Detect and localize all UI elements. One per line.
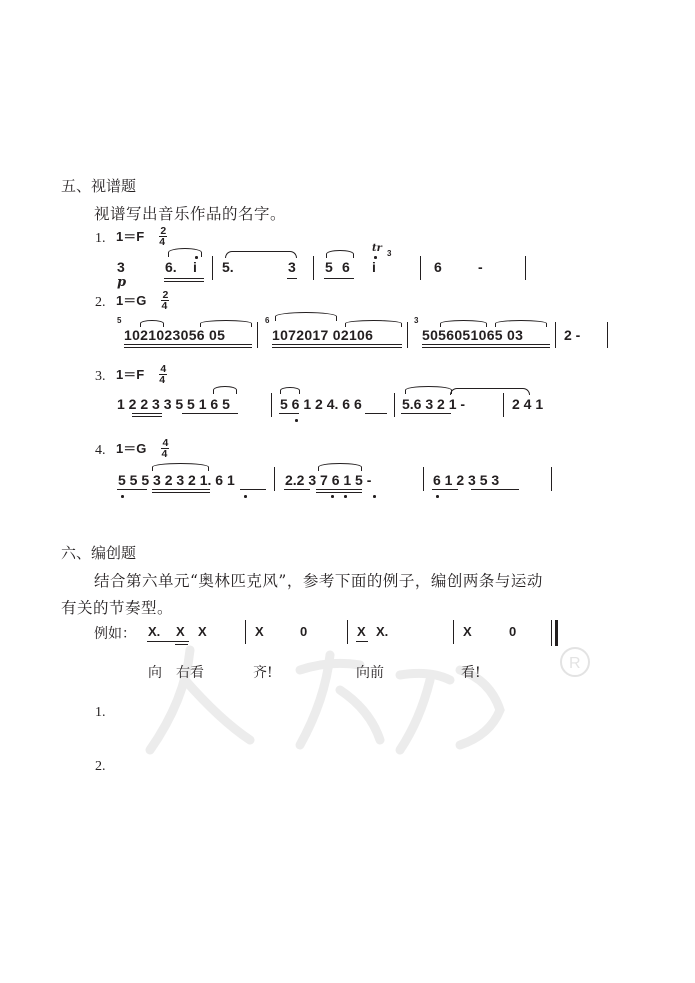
barline [274, 467, 275, 491]
item-4-key: 1＝G [116, 441, 147, 456]
item-1-key: 1＝F [116, 229, 145, 244]
barline [423, 467, 424, 491]
item-1-trill: tr [372, 243, 382, 254]
item-4-measure-1: 5 5 5 3 2 3 2 1. 6 1 [118, 472, 235, 488]
rhythm-underline-3 [356, 641, 368, 642]
item-2-underline [124, 344, 252, 345]
item-2-underline-6 [422, 347, 550, 348]
rhythm-x-dot: X. [148, 624, 161, 639]
item-3-underline-3 [182, 413, 238, 414]
rhythm-rest: 0 [300, 624, 308, 639]
section-5-instruction: 视谱写出音乐作品的名字。 [94, 205, 287, 223]
item-4-slur-2 [318, 463, 362, 471]
item-2-underline-5 [422, 344, 550, 345]
item-1-grace: 3 [387, 249, 392, 258]
item-2-underline-2 [124, 347, 252, 348]
item-4-low-dot-3 [331, 495, 334, 498]
item-3-tie [450, 388, 530, 395]
example-label: 例如： [94, 626, 136, 642]
item-1-high-dot-2 [374, 256, 377, 259]
rhythm-x: X [357, 624, 366, 639]
item-2-key-signature [116, 290, 169, 311]
item-1-note-3: 3 [117, 259, 125, 275]
item-1-underline-3 [287, 278, 297, 279]
item-2-slur-5 [440, 320, 487, 327]
barline [212, 256, 213, 280]
barline [503, 393, 504, 417]
item-1-note-1high: i [193, 259, 197, 275]
item-2-grace-3: 3 [414, 316, 419, 325]
barline [257, 322, 258, 348]
item-1-note-3b: 3 [288, 259, 296, 275]
answer-1-number: 1. [95, 705, 106, 720]
item-1-key-signature [116, 226, 167, 247]
item-3-underline-5 [365, 413, 387, 414]
item-3-underline [132, 413, 162, 414]
section-6-instruction-line-1: 结合第六单元“奥林匹克风”，参考下面的例子，编创两条与运动 [94, 572, 543, 590]
item-4-underline-9 [471, 489, 519, 490]
rhythm-rest: 0 [509, 624, 517, 639]
item-3-underline-6 [401, 413, 451, 414]
item-4-underline-6 [316, 489, 362, 490]
item-1-time-signature: $\frac{2}{4}$ [159, 225, 167, 248]
item-3-slur [213, 386, 237, 394]
lyric-4: 向前 [356, 665, 384, 681]
section-5-heading: 五、视谱题 [61, 177, 137, 195]
item-3-number: 3. [95, 369, 106, 384]
item-2-underline-3 [272, 344, 402, 345]
item-1-slur-2 [326, 250, 354, 258]
answer-2-number: 2. [95, 759, 106, 774]
item-4-underline-3 [152, 492, 210, 493]
rhythm-x: X [176, 624, 185, 639]
item-2-group-4: 2 - [564, 327, 581, 343]
item-3-time-signature: $\frac{4}{4}$ [159, 363, 167, 386]
item-2-key: 1＝G [116, 293, 147, 308]
barline [394, 393, 395, 417]
item-4-underline [117, 489, 147, 490]
item-3-key: 1＝F [116, 367, 145, 382]
item-3-measure-1: 1 2 2 3 3 5 5 1 6 5 [117, 396, 230, 412]
item-4-low-dot-4 [344, 495, 347, 498]
item-2-slur-2 [200, 320, 252, 327]
item-4-low-dot-2 [244, 495, 247, 498]
item-3-slur-2 [280, 387, 300, 394]
item-2-slur [140, 320, 164, 327]
item-3-low-dot [295, 419, 298, 422]
item-4-measure-3: 6 1 2 3 5 3 [433, 472, 500, 488]
item-1-number: 1. [95, 231, 106, 246]
lyric-2: 右看 [176, 665, 204, 681]
svg-text:R: R [569, 655, 581, 672]
barline [420, 256, 421, 280]
section-6-heading: 六、编创题 [61, 544, 137, 562]
item-2-group-1: 1021023056 05 [124, 327, 226, 343]
item-1-note-6b: 6 [434, 259, 442, 275]
item-1-note-6: 6 [342, 259, 350, 275]
item-2-grace-2: 6 [265, 316, 270, 325]
rhythm-x: X [198, 624, 207, 639]
item-4-underline-7 [316, 492, 362, 493]
item-4-key-signature [116, 438, 169, 459]
item-2-number: 2. [95, 295, 106, 310]
item-1-slur [168, 248, 202, 257]
final-barline-thin [551, 620, 552, 646]
item-4-time-signature: $\frac{4}{4}$ [161, 437, 169, 460]
item-3-slur-3 [405, 386, 452, 394]
item-4-slur [152, 463, 209, 471]
barline [407, 322, 408, 348]
item-1-note-5dot: 5. [222, 259, 234, 275]
item-1-note-5: 5 [325, 259, 333, 275]
publisher-watermark [130, 630, 610, 760]
item-4-measure-2: 2.2 3 7 6 1 5 - [285, 472, 372, 488]
barline [453, 620, 454, 644]
rhythm-underline-2 [175, 644, 188, 645]
item-4-underline-2 [152, 489, 210, 490]
item-2-group-3: 5056051065 03 [422, 327, 524, 343]
item-2-group-2: 1072017 02106 [272, 327, 374, 343]
barline [551, 467, 552, 491]
item-2-grace-1: 5 [117, 316, 122, 325]
lyric-3: 齐! [253, 665, 273, 681]
section-6-instruction-line-2: 有关的节奏型。 [61, 599, 174, 617]
barline [313, 256, 314, 280]
item-4-low-dot-5 [373, 495, 376, 498]
item-3-measure-3: 5.6 3 2 1 - [402, 396, 466, 412]
rhythm-x: X [255, 624, 264, 639]
barline [555, 322, 556, 348]
rhythm-x-dot: X. [376, 624, 389, 639]
barline [607, 322, 608, 348]
barline [245, 620, 246, 644]
barline [271, 393, 272, 417]
lyric-5: 看! [461, 665, 481, 681]
item-4-low-dot [121, 495, 124, 498]
item-1-note-1trill: i [372, 259, 376, 275]
final-barline-thick [555, 620, 558, 646]
barline [525, 256, 526, 280]
item-4-low-dot-6 [436, 495, 439, 498]
item-3-measure-4: 2 4 1 [512, 396, 544, 412]
item-1-tie [225, 251, 297, 258]
item-1-dash: - [478, 259, 483, 275]
item-3-underline-2 [132, 416, 162, 417]
item-3-measure-2: 5 6 1 2 4. 6 6 [280, 396, 362, 412]
item-1-note-6dot: 6. [165, 259, 177, 275]
item-3-key-signature [116, 364, 167, 385]
item-2-slur-4 [345, 320, 402, 327]
barline [347, 620, 348, 644]
item-2-slur-6 [495, 320, 547, 327]
item-2-slur-3 [275, 312, 337, 321]
item-2-time-signature: $\frac{2}{4}$ [161, 289, 169, 312]
item-1-dynamic: p [117, 275, 127, 290]
lyric-1: 向 [148, 665, 162, 681]
item-3-underline-4 [279, 413, 299, 414]
rhythm-underline [147, 641, 189, 642]
item-4-number: 4. [95, 443, 106, 458]
item-4-underline-4 [240, 489, 266, 490]
item-1-underline-2 [164, 281, 204, 282]
item-2-underline-4 [272, 347, 402, 348]
item-1-underline [164, 278, 204, 279]
item-4-underline-8 [432, 489, 458, 490]
item-1-underline-4 [324, 278, 354, 279]
item-4-underline-5 [284, 489, 310, 490]
rhythm-x: X [463, 624, 472, 639]
